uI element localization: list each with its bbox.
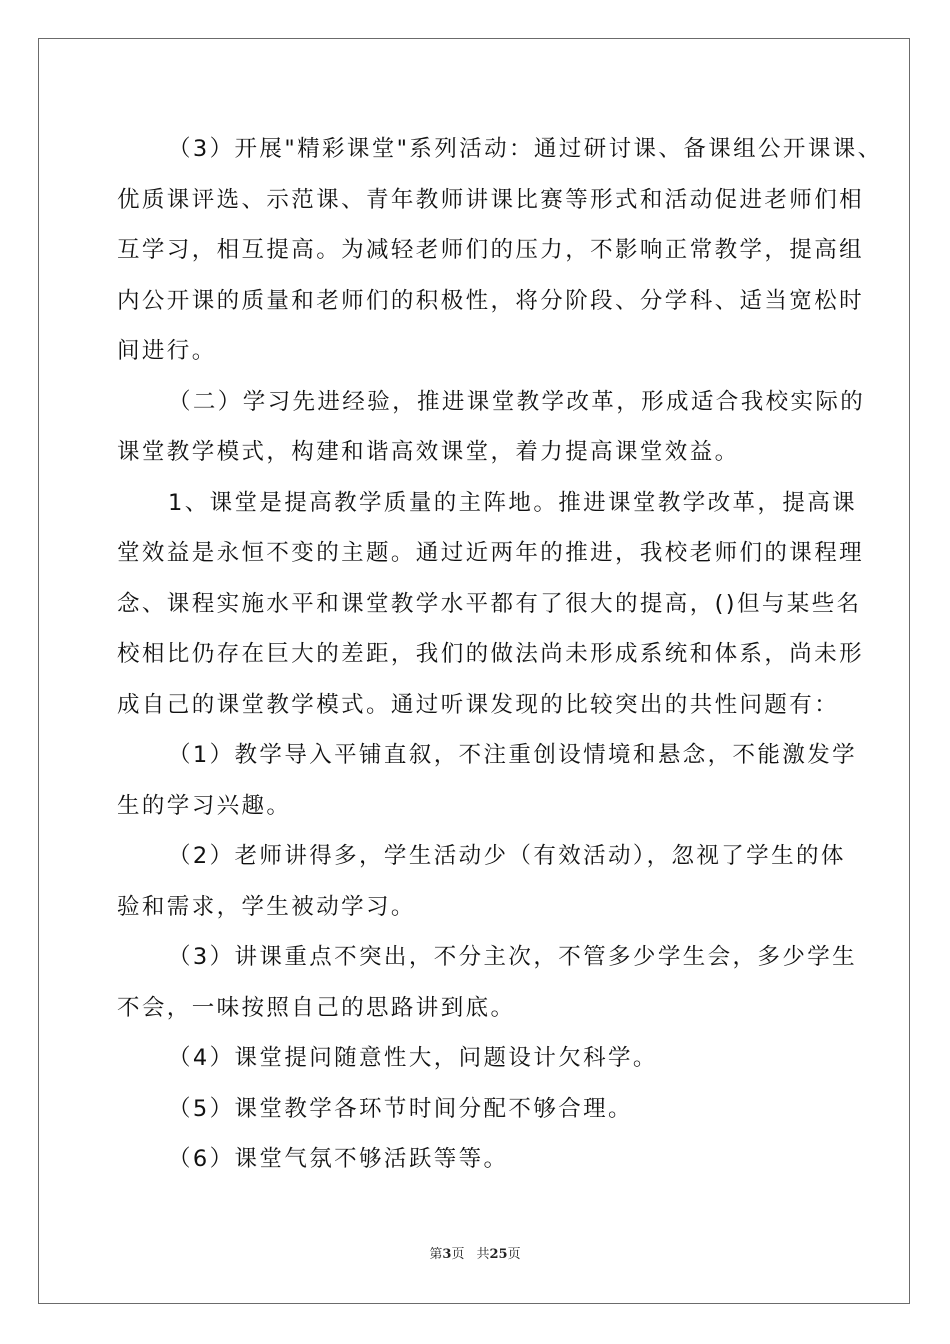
paragraph-line: 不会，一味按照自己的思路讲到底。 [117,995,516,1021]
paragraph-line: 验和需求，学生被动学习。 [117,894,416,920]
paragraph-line: 1、课堂是提高教学质量的主阵地。推进课堂教学改革，提高课 [168,490,858,516]
total-unit: 页 [507,1247,521,1262]
paragraph-line: 成自己的课堂教学模式。通过听课发现的比较突出的共性问题有： [117,692,840,718]
paragraph-line: 互学习，相互提高。为减轻老师们的压力，不影响正常教学，提高组 [117,237,865,263]
paragraph-line: 念、课程实施水平和课堂教学水平都有了很大的提高，()但与某些名 [117,591,862,617]
paragraph-line: 间进行。 [117,338,217,364]
paragraph-line: （二）学习先进经验，推进课堂教学改革，形成适合我校实际的 [168,389,866,415]
page-footer [0,1245,950,1265]
page-unit: 页 [451,1247,465,1262]
paragraph-line: 生的学习兴趣。 [117,793,292,819]
paragraph-line: 内公开课的质量和老师们的积极性，将分阶段、分学科、适当宽松时 [117,288,865,314]
current-page-number: 3 [442,1247,452,1262]
total-page-count: 25 [489,1247,508,1262]
paragraph-line: （4）课堂提问随意性大，问题设计欠科学。 [168,1045,658,1071]
paragraph-line: （5）课堂教学各环节时间分配不够合理。 [168,1096,633,1122]
paragraph-line: （3）开展"精彩课堂"系列活动：通过研讨课、备课组公开课课、 [168,136,883,162]
paragraph-line: （6）课堂气氛不够活跃等等。 [168,1146,509,1172]
paragraph-line: （2）老师讲得多，学生活动少（有效活动），忽视了学生的体 [168,843,846,869]
paragraph-line: （1）教学导入平铺直叙，不注重创设情境和悬念，不能激发学 [168,742,858,768]
paragraph-line: 课堂教学模式，构建和谐高效课堂，着力提高课堂效益。 [117,439,740,465]
paragraph-line: （3）讲课重点不突出，不分主次，不管多少学生会，多少学生 [168,944,858,970]
paragraph-line: 优质课评选、示范课、青年教师讲课比赛等形式和活动促进老师们相 [117,187,865,213]
page-prefix: 第 [429,1247,443,1262]
paragraph-line: 堂效益是永恒不变的主题。通过近两年的推进，我校老师们的课程理 [117,540,865,566]
paragraph-line: 校相比仍存在巨大的差距，我们的做法尚未形成系统和体系，尚未形 [117,641,865,667]
total-prefix: 共 [476,1247,490,1262]
